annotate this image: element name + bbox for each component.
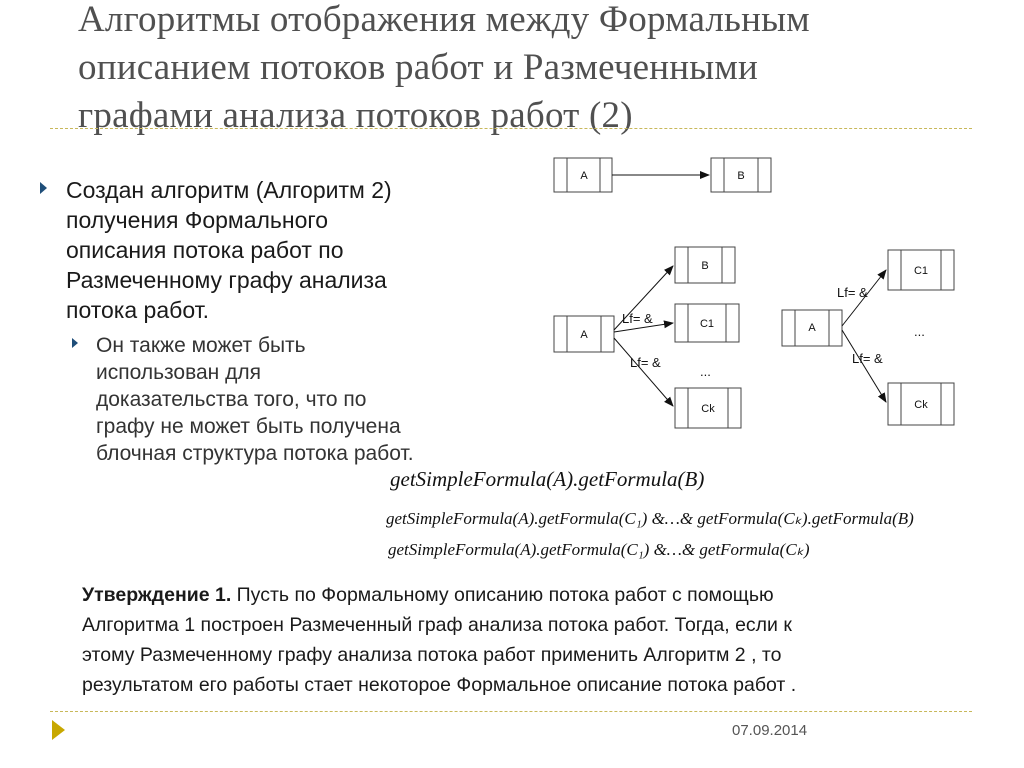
- label-c1-left: C1: [699, 318, 715, 330]
- label-b-top: B: [737, 170, 745, 182]
- formula-1: getSimpleFormula(A).getFormula(B): [390, 467, 705, 491]
- bullet1-line-1: Создан алгоритм (Алгоритм 2): [66, 177, 392, 203]
- bullet1-line-4: Размеченному графу анализа: [66, 267, 387, 293]
- bullet1-line-5: потока работ.: [66, 297, 209, 323]
- bullet2-line-3: доказательства того, что по: [96, 388, 367, 411]
- label-b-left: B: [701, 260, 709, 272]
- bullet2-line-2: использован для: [96, 361, 261, 384]
- bullet1-line-3: описания потока работ по: [66, 237, 344, 263]
- statement-heading: Утверждение 1.: [82, 584, 232, 606]
- edge-a-ck-left: [614, 338, 673, 406]
- bullet2-line-1: Он также может быть: [96, 334, 306, 357]
- label-c1-right: C1: [913, 265, 929, 277]
- title-line-2: описанием потоков работ и Размеченными: [78, 47, 758, 88]
- footer-divider: [50, 711, 972, 712]
- label-a-top: A: [580, 170, 588, 182]
- slide-date: 07.09.2014: [732, 722, 808, 739]
- label-ck-right: Ck: [914, 399, 928, 411]
- ellipsis-left: ...: [700, 364, 711, 379]
- label-ck-left: Ck: [701, 403, 715, 415]
- label-a-right: A: [808, 322, 816, 334]
- statement-line-4: результатом его работы стает некоторое Формальное описание потока работ .: [82, 674, 797, 696]
- formula-3: getSimpleFormula(A).getFormula(C₁) &…& getFormula(Cₖ): [388, 540, 810, 559]
- edge-a-ck-right: [842, 330, 886, 402]
- title-line-3: графами анализа потоков работ (2): [78, 95, 633, 136]
- bullet2-line-4: графу не может быть получена: [96, 415, 401, 438]
- bullet1-line-2: получения Формального: [66, 207, 329, 233]
- bullet2-line-5: блочная структура потока работ.: [96, 442, 414, 465]
- label-a-left: A: [580, 329, 588, 341]
- statement-block: [82, 580, 962, 700]
- ellipsis-right: ...: [914, 324, 925, 339]
- formula-2: getSimpleFormula(A).getFormula(C₁) &…& getFormula(Cₖ).getFormula(B): [386, 509, 914, 528]
- statement-line-1: [82, 580, 962, 610]
- title-line-1: Алгоритмы отображения между Формальным: [78, 0, 810, 40]
- footer-marker-icon: [52, 720, 65, 740]
- edge-label-lf-3: Lf= &: [837, 285, 868, 300]
- edge-label-lf-2: Lf= &: [630, 355, 661, 370]
- edge-label-lf-4: Lf= &: [852, 351, 883, 366]
- statement-line-3: этому Размеченному графу анализа потока работ применить Алгоритм 2 , то: [82, 644, 782, 666]
- edge-label-lf-1: Lf= &: [622, 311, 653, 326]
- statement-line-2: Алгоритма 1 построен Размеченный граф анализа потока работ. Тогда, если к: [82, 614, 792, 636]
- statement-line-1-text: Пусть по Формальному описанию потока работ с помощью: [231, 584, 774, 606]
